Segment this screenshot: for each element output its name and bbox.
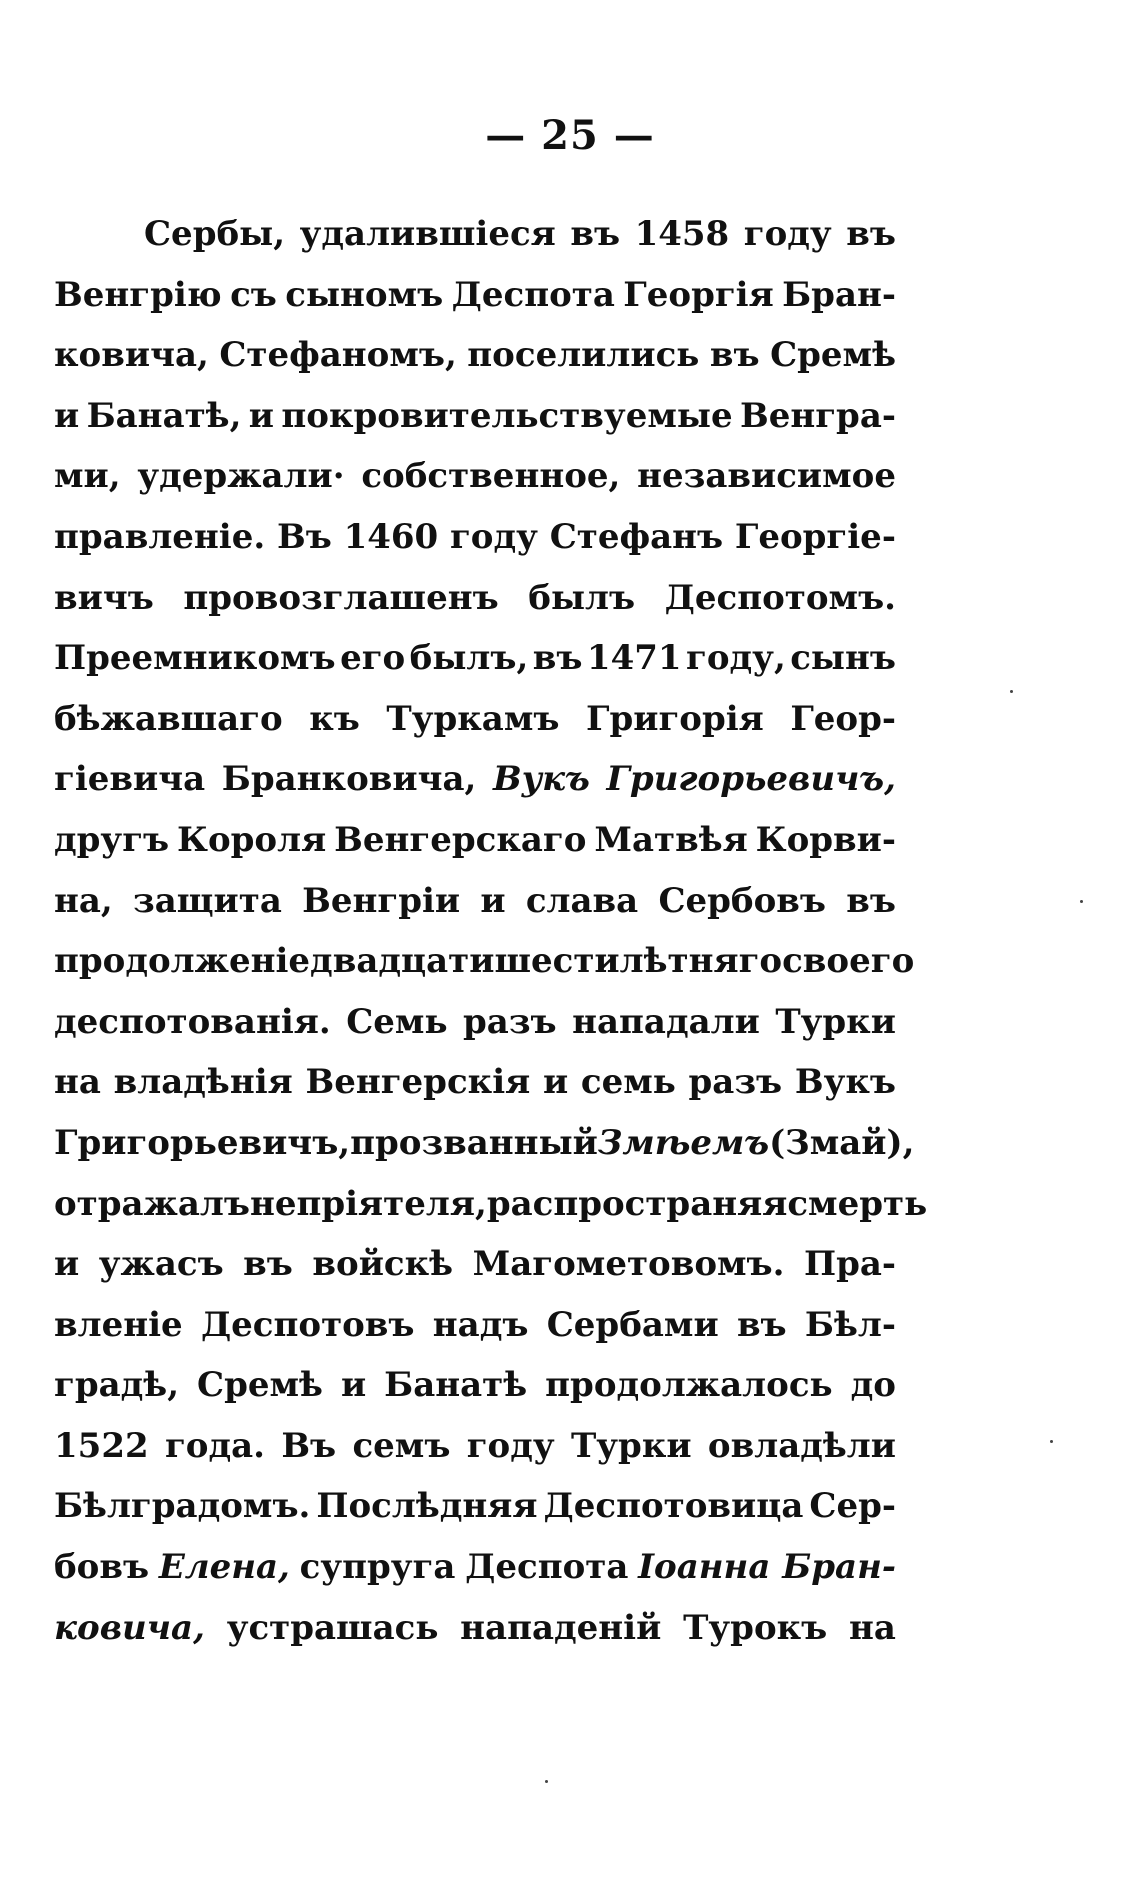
word: Сер- <box>809 1486 896 1527</box>
word: разъ <box>688 1062 783 1103</box>
word: Стефанъ <box>549 516 724 557</box>
word: Сремѣ <box>770 335 896 376</box>
word: въ <box>709 335 760 376</box>
word: градѣ, <box>54 1365 180 1406</box>
text-line <box>54 810 896 871</box>
word: году, <box>686 638 786 679</box>
word: супруга <box>299 1547 456 1588</box>
text-line <box>54 871 896 932</box>
word: двадцатишестилѣтняго <box>310 941 783 982</box>
word: разъ <box>463 1001 557 1042</box>
word: Короля <box>177 819 327 860</box>
word: непріятеля, <box>249 1183 487 1224</box>
text-line <box>54 446 896 507</box>
word: продолженіе <box>54 941 311 982</box>
word: Григорьевичъ, <box>54 1122 351 1163</box>
word: Георгіе- <box>734 516 896 557</box>
word: нападеній <box>460 1607 662 1648</box>
word: Бѣлградомъ. <box>54 1486 311 1527</box>
word: и <box>480 880 506 921</box>
word: Бѣл- <box>804 1304 896 1345</box>
word: до <box>850 1365 896 1406</box>
word: Въ <box>281 1425 337 1466</box>
word: Змѣемъ <box>597 1122 770 1163</box>
word: въ <box>736 1304 787 1345</box>
word: ковича, <box>54 1607 205 1648</box>
word: гіевича <box>54 759 206 800</box>
text-line <box>54 1052 896 1113</box>
page-number: — 25 — <box>485 112 655 159</box>
text-line <box>54 386 896 447</box>
word: вичъ <box>54 577 154 618</box>
word: поселились <box>467 335 700 376</box>
word: Сербовъ <box>658 880 826 921</box>
word: прозванный <box>350 1122 598 1163</box>
word: Венгрію <box>54 274 222 315</box>
text-line <box>54 628 896 689</box>
text-line <box>54 507 896 568</box>
text-line <box>54 689 896 750</box>
word: (Змай), <box>769 1122 915 1163</box>
word: въ <box>532 638 583 679</box>
word: Вукъ <box>493 759 590 800</box>
word: Банатѣ <box>384 1365 528 1406</box>
text-line <box>54 931 915 992</box>
word: Венгріи <box>302 880 461 921</box>
word: устрашась <box>226 1607 439 1648</box>
word: независимое <box>637 456 896 497</box>
word: ужасъ <box>98 1244 224 1285</box>
word: Банатѣ, <box>86 395 242 436</box>
text-line <box>54 1598 896 1659</box>
word: Деспотомъ. <box>664 577 896 618</box>
word: деспотованія. <box>54 1001 331 1042</box>
word: Венгра- <box>739 395 896 436</box>
word: продолжалось <box>545 1365 833 1406</box>
word: Елена, <box>158 1547 290 1588</box>
word: Геор- <box>790 698 896 739</box>
word: Туркамъ <box>386 698 560 739</box>
word: и <box>542 1062 569 1103</box>
word: на <box>54 1062 101 1103</box>
word: Турокъ <box>683 1607 828 1648</box>
word: году <box>466 1425 555 1466</box>
text-line <box>54 1537 896 1598</box>
word: Въ <box>276 516 332 557</box>
word: и <box>248 395 274 436</box>
word: къ <box>309 698 360 739</box>
text-line <box>54 568 896 629</box>
word: и <box>54 395 80 436</box>
word: семъ <box>352 1425 451 1466</box>
word: Григорія <box>585 698 764 739</box>
word: на <box>849 1607 896 1648</box>
scan-speck <box>545 1780 548 1783</box>
scan-speck <box>1080 900 1083 903</box>
word: войскѣ <box>312 1244 454 1285</box>
word: Деспотовица <box>543 1486 804 1527</box>
word: вленіе <box>54 1304 183 1345</box>
word: въ <box>846 880 896 921</box>
word: въ <box>846 214 896 254</box>
word: овладѣли <box>707 1425 896 1466</box>
word: Корви- <box>755 819 896 860</box>
word: 1522 <box>54 1425 149 1466</box>
word: ми, <box>54 456 121 497</box>
word: году <box>743 214 832 254</box>
word: Стефаномъ, <box>219 335 457 376</box>
word: Деспота <box>465 1547 629 1588</box>
text-line <box>54 325 896 386</box>
word: и <box>54 1244 80 1285</box>
word: Бранковича, <box>221 759 477 800</box>
word: бовъ <box>54 1547 150 1588</box>
word: 1460 <box>343 516 439 557</box>
text-line <box>54 265 896 326</box>
text-line <box>54 1416 896 1477</box>
word: другъ <box>54 819 170 860</box>
word: Послѣдняя <box>316 1486 538 1527</box>
word: году <box>449 516 538 557</box>
word: въ <box>570 214 621 254</box>
word: распространяя <box>486 1183 788 1224</box>
word: смерть <box>787 1183 928 1224</box>
word: семь <box>580 1062 676 1103</box>
word: былъ <box>528 577 636 618</box>
word: нападали <box>572 1001 760 1042</box>
scan-speck <box>1010 690 1013 693</box>
word: сынъ <box>790 638 896 679</box>
word: Турки <box>775 1001 896 1042</box>
word: его <box>340 638 406 679</box>
word: въ <box>243 1244 293 1285</box>
word: сыномъ <box>285 274 444 315</box>
word: Пра- <box>803 1244 896 1285</box>
word: бѣжавшаго <box>54 698 283 739</box>
scan-speck <box>1050 1440 1053 1443</box>
word: слава <box>525 880 639 921</box>
word: ковича, <box>54 335 209 376</box>
word: Сремѣ <box>197 1365 323 1406</box>
word: Георгія <box>623 274 774 315</box>
word: Венгерскаго <box>334 819 587 860</box>
word: Григорьевичъ, <box>606 759 896 800</box>
word: 1471 <box>586 638 682 679</box>
word: съ <box>230 274 277 315</box>
word: Іоанна Бран- <box>638 1547 896 1588</box>
word: Венгерскія <box>305 1062 531 1103</box>
word: Матвѣя <box>594 819 748 860</box>
word: на, <box>54 880 113 921</box>
text-line <box>54 1295 896 1356</box>
body-text <box>54 204 928 1658</box>
text-line <box>54 204 896 265</box>
word: Преемникомъ <box>54 638 336 679</box>
word: собственное, <box>361 456 621 497</box>
word: Магометовомъ. <box>472 1244 785 1285</box>
word: защита <box>133 880 282 921</box>
word: отражалъ <box>54 1183 250 1224</box>
word: Сербами <box>546 1304 719 1345</box>
text-line <box>54 749 896 810</box>
text-line <box>54 1234 896 1295</box>
text-line <box>54 1476 896 1537</box>
word: владѣнія <box>113 1062 293 1103</box>
word: Турки <box>570 1425 692 1466</box>
word: удалившіеся <box>299 214 556 254</box>
text-line <box>54 1174 928 1235</box>
word: правленіе. <box>54 516 266 557</box>
word: провозглашенъ <box>183 577 499 618</box>
word: былъ, <box>409 638 529 679</box>
word: покровительствуемые <box>281 395 733 436</box>
word: удержали· <box>137 456 345 497</box>
word: 1458 <box>634 214 730 254</box>
text-line <box>54 1113 915 1174</box>
word: Бран- <box>782 274 896 315</box>
text-line <box>54 1355 896 1416</box>
word: надъ <box>432 1304 529 1345</box>
text-line <box>54 992 896 1053</box>
word: Деспота <box>451 274 615 315</box>
word: Сербы, <box>144 214 286 254</box>
word: Деспотовъ <box>200 1304 415 1345</box>
word: года. <box>164 1425 265 1466</box>
word: Вукъ <box>794 1062 896 1103</box>
word: Семь <box>346 1001 448 1042</box>
word: и <box>340 1365 367 1406</box>
word: своего <box>782 941 915 982</box>
